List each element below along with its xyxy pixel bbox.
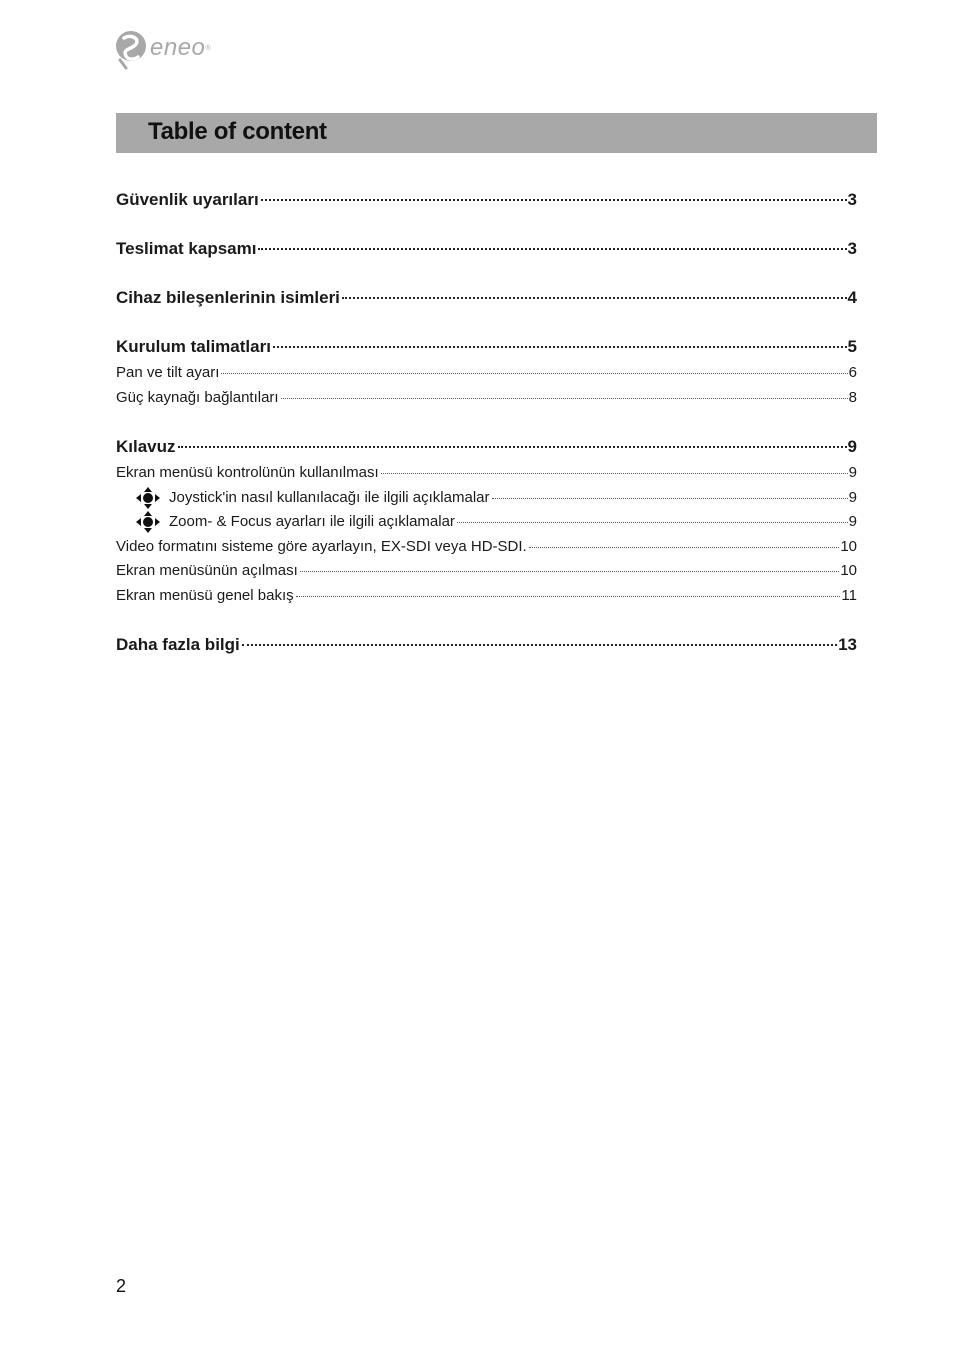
toc-entry[interactable]	[116, 288, 857, 310]
dot-leader	[221, 372, 847, 374]
page-number: 2	[116, 1276, 127, 1296]
toc-entry[interactable]	[116, 461, 857, 486]
toc-entry-page: 6	[848, 364, 857, 381]
toc-entry-page: 4	[847, 288, 857, 307]
toc-entry-label: Güç kaynağı bağlantıları	[116, 388, 279, 406]
dot-leader	[381, 472, 848, 474]
dot-leader	[300, 570, 840, 572]
joystick-arrows-icon	[136, 487, 160, 509]
toc-entry-label: Cihaz bileşenlerinin isimleri	[116, 288, 340, 307]
toc-entry-page: 10	[840, 537, 857, 555]
toc-entry[interactable]	[116, 239, 857, 261]
eneo-logo-icon	[114, 30, 148, 70]
brand-name: eneo	[150, 34, 206, 61]
brand-logo	[114, 30, 211, 70]
toc-entry-page: 9	[847, 437, 857, 456]
dot-leader	[492, 497, 848, 499]
toc-entry[interactable]	[116, 510, 857, 535]
dot-leader	[261, 198, 847, 201]
toc-entry[interactable]	[116, 635, 857, 657]
dot-leader	[281, 397, 848, 399]
toc-entry[interactable]	[116, 337, 857, 359]
toc-entry-label: Ekran menüsü kontrolünün kullanılması	[116, 464, 379, 481]
toc-entry[interactable]	[116, 584, 857, 609]
toc-entry-page: 3	[847, 190, 857, 209]
toc-entry-label: Teslimat kapsamı	[116, 239, 257, 258]
toc-entry-label: Ekran menüsü genel bakış	[116, 586, 294, 604]
toc-entry-label: Kılavuz	[116, 437, 176, 456]
table-of-contents	[116, 190, 857, 657]
dot-leader	[529, 546, 840, 548]
page-title: Table of content	[148, 118, 327, 145]
toc-entry[interactable]	[116, 437, 857, 459]
dot-leader	[258, 247, 846, 250]
toc-entry-page: 8	[848, 388, 857, 406]
toc-entry-page: 9	[848, 488, 857, 506]
toc-entry-label: Zoom- & Focus ayarları ile ilgili açıklamalar	[169, 513, 455, 530]
toc-entry-label: Video formatını sisteme göre ayarlayın, EX-SDI veya HD-SDI.	[116, 537, 527, 555]
toc-entry-label: Joystick'in nasıl kullanılacağı ile ilgili açıklamalar	[169, 488, 490, 506]
dot-leader	[457, 521, 848, 523]
dot-leader	[242, 643, 837, 646]
toc-entry[interactable]	[116, 361, 857, 386]
dot-leader	[273, 345, 847, 348]
dot-leader	[342, 296, 847, 299]
dot-leader	[178, 445, 847, 448]
toc-entry-page: 11	[841, 586, 857, 604]
toc-entry-page: 10	[840, 562, 857, 579]
toc-entry-page: 13	[838, 635, 857, 654]
toc-entry[interactable]	[116, 535, 857, 560]
registered-mark: ®	[205, 44, 212, 52]
toc-entry[interactable]	[116, 190, 857, 212]
toc-entry-label: Güvenlik uyarıları	[116, 190, 259, 209]
toc-entry-label: Pan ve tilt ayarı	[116, 364, 220, 381]
toc-entry-page: 9	[848, 513, 857, 530]
toc-entry[interactable]	[116, 559, 857, 584]
toc-entry-page: 5	[847, 337, 857, 356]
toc-entry-page: 9	[848, 464, 857, 481]
toc-entry[interactable]	[116, 386, 857, 411]
dot-leader	[296, 595, 841, 597]
joystick-arrows-icon	[136, 511, 160, 533]
toc-entry[interactable]	[116, 486, 857, 511]
toc-entry-page: 3	[847, 239, 857, 258]
toc-entry-label: Kurulum talimatları	[116, 337, 271, 356]
toc-entry-label: Daha fazla bilgi	[116, 635, 240, 654]
title-bar	[116, 113, 877, 153]
toc-entry-label: Ekran menüsünün açılması	[116, 562, 298, 579]
